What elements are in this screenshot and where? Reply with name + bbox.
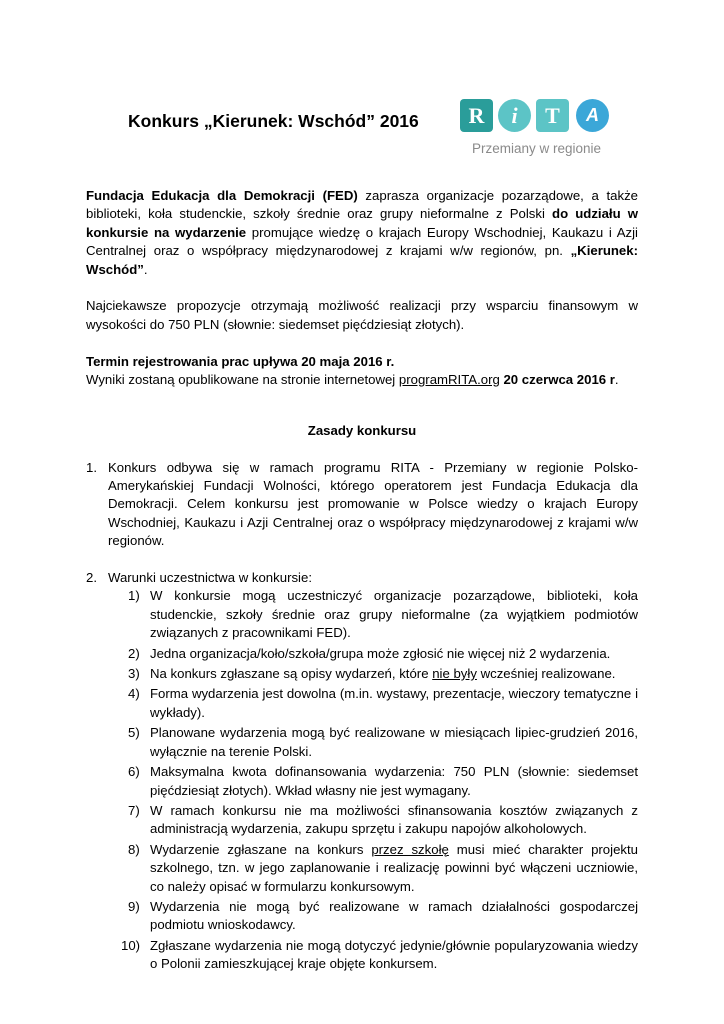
deadline-line [86,353,638,371]
condition-text: Na konkurs zgłaszane są opisy wydarzeń, które [150,666,433,682]
condition-number: 3) [128,666,140,682]
condition-item [86,763,638,800]
document-body [86,187,638,976]
condition-item [86,841,638,896]
condition-text: wcześniej realizowane. [476,666,616,682]
condition-number: 1) [128,588,140,604]
rules-list [86,459,638,588]
rule-2-number: 2. [86,570,97,586]
condition-text: Wydarzenie zgłaszane na konkurs [150,841,372,857]
condition-number: 4) [128,686,140,702]
document-title: Konkurs „Kierunek: Wschód” 2016 [128,111,419,131]
condition-item [86,802,638,839]
condition-number: 8) [128,841,140,857]
condition-underlined: nie były [432,666,477,682]
intro-paragraph [86,187,638,279]
rule-1-number: 1. [86,459,97,475]
condition-number: 9) [128,898,140,914]
logo-letter-r: R [460,99,493,132]
condition-text: Forma wydarzenia jest dowolna (m.in. wystawy, prezentacje, wieczory tematyczne i wykłady). [150,686,638,720]
rule-2-text: Warunki uczestnictwa w konkursie: [108,570,312,586]
logo-letter-a: A [576,99,609,132]
results-link[interactable]: programRITA.org [398,372,500,388]
results-date: 20 czerwca 2016 r [503,372,615,388]
rule-1 [86,459,638,551]
condition-underlined: przez szkołę [371,841,449,857]
condition-item [86,685,638,722]
rule-1-text: Konkurs odbywa się w ramach programu RITA - Przemiany w regionie Polsko-Amerykańskiej Fundacji Wolności, którego operatorem jest Fundacja Edukacja dla Demokracji. Celem konkursu jest promowanie w Polsce wiedzy o krajach Europy Wschodniej, Kaukazu i Azji Centralnej oraz o współpracy międzynarodowej z krajami w/w regionów. [108,459,638,549]
rule-2 [86,569,638,587]
rules-heading: Zasady konkursu [307,422,417,438]
condition-number: 10) [121,937,141,953]
condition-item [86,937,638,974]
conditions-list [86,587,638,973]
condition-number: 6) [128,764,140,780]
results-end: . [614,372,619,388]
results-line [86,371,638,389]
condition-text: W konkursie mogą uczestniczyć organizacje pozarządowe, biblioteki, koła studenckie, szkoły średnie oraz grupy nieformalne (za wyjątkiem podmiotów związanych z pracownikami FED). [150,588,638,641]
logo-letter-t: T [536,99,569,132]
condition-text: Zgłaszane wydarzenia nie mogą dotyczyć jedynie/głównie popularyzowania wiedzy o Polonii zamieszkującej kraje objęte konkursem. [150,937,638,972]
rita-logo [460,99,620,159]
condition-text: Jedna organizacja/koło/szkoła/grupa może zgłosić nie więcej niż 2 wydarzenia. [150,645,611,661]
results-text: Wyniki zostaną opublikowane na stronie internetowej [86,372,399,388]
intro-contest-name: „Kierunek: Wschód” [86,243,638,277]
condition-number: 2) [128,645,140,661]
condition-text: musi mieć charakter projektu szkolnego, tzn. w jego zaplanowanie i realizację powinni być włączeni uczniowie, co należy opisać w formularzu konkursowym. [150,841,638,894]
condition-item [86,587,638,642]
condition-text: Wydarzenia nie mogą być realizowane w ramach działalności gospodarczej podmiotu wnioskodawcy. [150,898,638,933]
logo-tagline: Przemiany w regionie [472,141,602,156]
condition-item [86,898,638,935]
intro-text-2: promujące wiedzę o krajach Europy Wschodniej, Kaukazu i Azji Centralnej oraz o współpracy międzynarodowej z krajami w/w regionów, pn. [86,224,638,259]
condition-number: 7) [128,802,140,818]
prize-paragraph: Najciekawsze propozycje otrzymają możliwość realizacji przy wsparciu finansowym w wysokości do 750 PLN (słownie: siedemset pięćdziesiąt złotych). [86,298,638,332]
condition-item [86,665,638,683]
condition-item [86,724,638,761]
intro-end: . [143,261,148,277]
condition-number: 5) [128,725,140,741]
deadline-text: Termin rejestrowania prac upływa 20 maja 2016 r. [86,353,395,369]
condition-text: Planowane wydarzenia mogą być realizowane w miesiącach lipiec-grudzień 2016, wyłącznie na terenie Polski. [150,725,638,759]
intro-org: Fundacja Edukacja dla Demokracji (FED) [86,188,358,203]
intro-bold-1: do udziału w konkursie na wydarzenie [86,206,638,240]
condition-item [86,645,638,663]
logo-letter-i: i [498,99,531,132]
condition-text: W ramach konkursu nie ma możliwości sfinansowania kosztów związanych z administracją wydarzenia, zakupu sprzętu i zakupu napojów alkoholowych. [150,802,638,837]
condition-text: Maksymalna kwota dofinansowania wydarzenia: 750 PLN (słownie: siedemset pięćdziesiąt złotych). Wkład własny nie jest wymagany. [150,764,638,798]
intro-text-1: zaprasza organizacje pozarządowe, a także biblioteki, koła studenckie, szkoły średnie oraz grupy nieformalne z Polski [86,188,638,222]
